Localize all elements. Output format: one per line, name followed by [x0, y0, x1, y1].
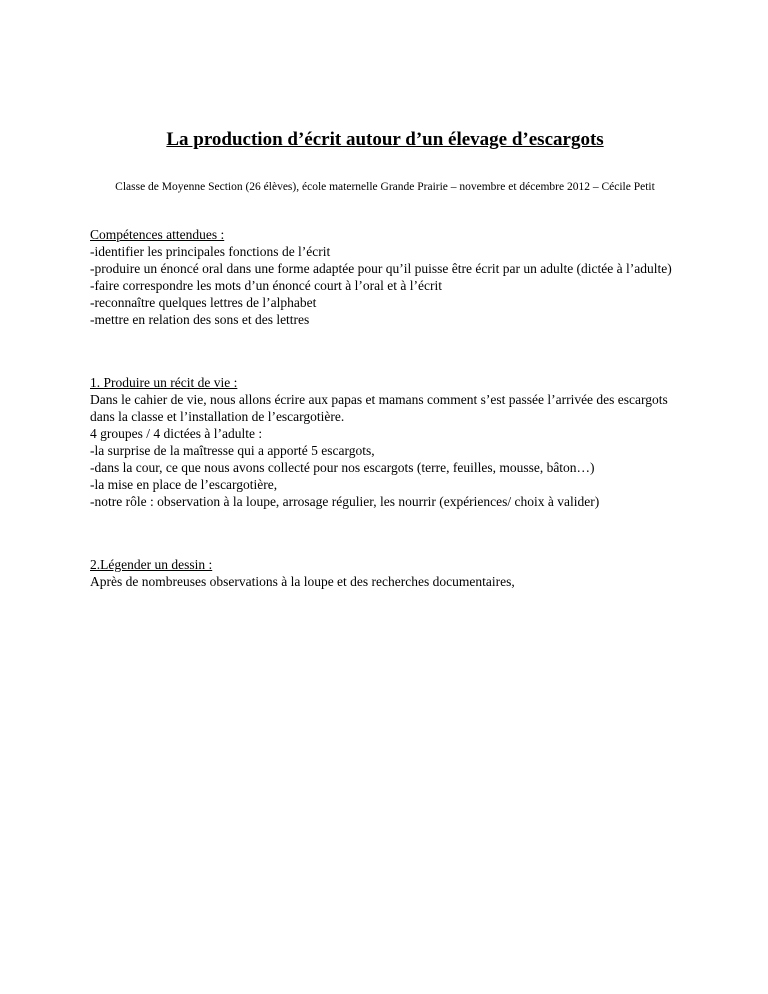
- recit-line: 4 groupes / 4 dictées à l’adulte :: [90, 426, 263, 441]
- recit-line: -notre rôle : observation à la loupe, arrosage régulier, les nourrir (expériences/ choix à valider): [90, 494, 600, 509]
- recit-line: -la mise en place de l’escargotière,: [90, 477, 278, 492]
- recit-line: -dans la cour, ce que nous avons collecté pour nos escargots (terre, feuilles, mousse, bâton…): [90, 460, 595, 475]
- section-legender-heading: 2.Légender un dessin :: [90, 557, 213, 572]
- document-subtitle: Classe de Moyenne Section (26 élèves), école maternelle Grande Prairie – novembre et décembre 2012 – Cécile Petit: [115, 181, 655, 193]
- competences-line: -mettre en relation des sons et des lettres: [90, 312, 310, 327]
- section-competences-heading: Compétences attendues :: [90, 227, 225, 242]
- legender-line: Après de nombreuses observations à la loupe et des recherches documentaires,: [90, 574, 515, 589]
- recit-paragraph: Dans le cahier de vie, nous allons écrire aux papas et mamans comment s’est passée l’arrivée des escargots dans la classe et l’installation de l’escargotière.: [90, 392, 668, 424]
- recit-line: -la surprise de la maîtresse qui a apporté 5 escargots,: [90, 443, 375, 458]
- document-title: La production d’écrit autour d’un élevage d’escargots: [166, 129, 604, 150]
- competences-line: -faire correspondre les mots d’un énoncé court à l’oral et à l’écrit: [90, 278, 442, 293]
- section-competences: [90, 226, 680, 328]
- competences-line: -reconnaître quelques lettres de l’alphabet: [90, 295, 317, 310]
- section-recit-de-vie: [90, 374, 680, 510]
- section-recit-heading: 1. Produire un récit de vie :: [90, 375, 238, 390]
- competences-line: -produire un énoncé oral dans une forme adaptée pour qu’il puisse être écrit par un adulte (dictée à l’adulte): [90, 261, 672, 276]
- competences-line: -identifier les principales fonctions de l’écrit: [90, 244, 331, 259]
- section-legender-dessin: [90, 556, 680, 590]
